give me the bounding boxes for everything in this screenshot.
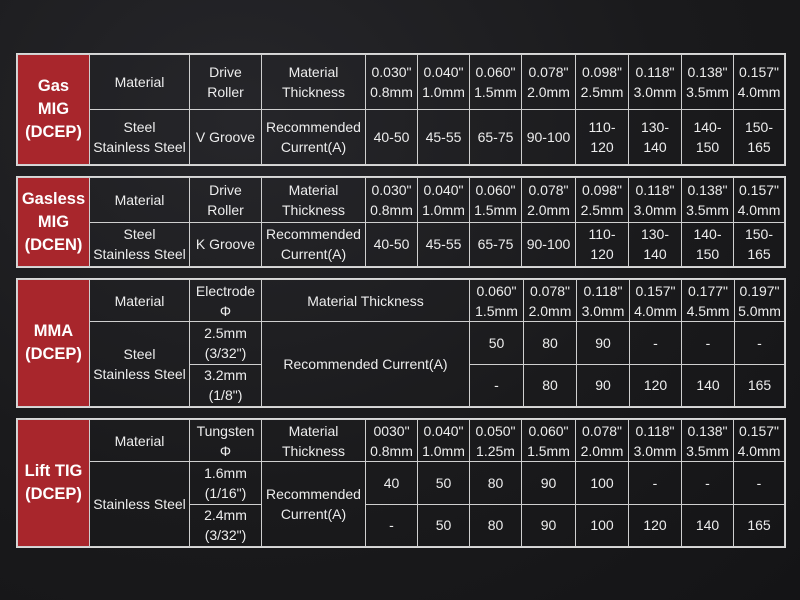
current-cell: 100 <box>576 462 629 505</box>
thickness-cell: 0.118" 3.0mm <box>629 178 682 223</box>
current-cell: 90-100 <box>522 222 576 267</box>
mma-panel <box>16 278 786 408</box>
thickness-cell: 0.118" 3.0mm <box>629 55 682 110</box>
thickness-cell: 0.060" 1.5mm <box>522 420 576 462</box>
current-cell: - <box>629 462 682 505</box>
current-cell: 65-75 <box>470 110 522 165</box>
material-value: Steel Stainless Steel <box>90 110 190 165</box>
current-cell: 150- 165 <box>734 110 785 165</box>
current-cell: 90 <box>577 364 630 407</box>
current-cell: - <box>682 462 734 505</box>
mma-table <box>17 279 785 407</box>
mode-label: Gas MIG (DCEP) <box>18 55 90 165</box>
gas-mig-panel <box>16 53 786 166</box>
drive-roller-value: V Groove <box>190 110 262 165</box>
thickness-cell: 0.157" 4.0mm <box>734 178 785 223</box>
material-header: Material <box>90 178 190 223</box>
electrode-value: 3.2mm (1/8") <box>190 364 262 407</box>
current-header: Recommended Current(A) <box>262 110 366 165</box>
thickness-header: Material Thickness <box>262 55 366 110</box>
mode-label: Gasless MIG (DCEN) <box>18 178 90 267</box>
thickness-cell: 0030" 0.8mm <box>366 420 418 462</box>
current-cell: - <box>366 504 418 547</box>
material-header: Material <box>90 55 190 110</box>
current-cell: - <box>735 322 785 365</box>
material-value: Steel Stainless Steel <box>90 222 190 267</box>
gasless-mig-panel <box>16 176 786 268</box>
current-header: Recommended Current(A) <box>262 462 366 547</box>
mode-label: Lift TIG (DCEP) <box>18 420 90 547</box>
current-cell: 80 <box>524 364 577 407</box>
thickness-cell: 0.138" 3.5mm <box>682 420 734 462</box>
current-cell: 130- 140 <box>629 222 682 267</box>
current-cell: 110- 120 <box>576 222 629 267</box>
drive-roller-header: Drive Roller <box>190 178 262 223</box>
current-cell: 65-75 <box>470 222 522 267</box>
current-cell: 150- 165 <box>734 222 785 267</box>
thickness-cell: 0.060" 1.5mm <box>470 55 522 110</box>
material-header: Material <box>90 420 190 462</box>
current-cell: 80 <box>524 322 577 365</box>
current-cell: 90 <box>522 504 576 547</box>
current-cell: 140 <box>682 364 735 407</box>
current-cell: 140- 150 <box>682 110 734 165</box>
electrode-value: 2.5mm (3/32") <box>190 322 262 365</box>
mode-label: MMA (DCEP) <box>18 280 90 407</box>
thickness-header: Material Thickness <box>262 280 470 322</box>
thickness-cell: 0.040" 1.0mm <box>418 55 470 110</box>
current-cell: 50 <box>470 322 524 365</box>
current-cell: 80 <box>470 462 522 505</box>
current-cell: 90-100 <box>522 110 576 165</box>
thickness-cell: 0.138" 3.5mm <box>682 178 734 223</box>
current-cell: 100 <box>576 504 629 547</box>
gasless-mig-table <box>17 177 785 267</box>
thickness-cell: 0.030" 0.8mm <box>366 55 418 110</box>
gas-mig-table <box>17 54 785 165</box>
current-cell: 90 <box>577 322 630 365</box>
thickness-cell: 0.078" 2.0mm <box>576 420 629 462</box>
current-cell: 140 <box>682 504 734 547</box>
thickness-cell: 0.040" 1.0mm <box>418 420 470 462</box>
current-cell: 165 <box>735 364 785 407</box>
table-row <box>18 322 785 365</box>
current-cell: - <box>734 462 785 505</box>
table-row <box>18 222 785 267</box>
thickness-cell: 0.098" 2.5mm <box>576 178 629 223</box>
thickness-cell: 0.118" 3.0mm <box>577 280 630 322</box>
current-cell: - <box>682 322 735 365</box>
thickness-cell: 0.078" 2.0mm <box>524 280 577 322</box>
current-cell: 50 <box>418 462 470 505</box>
drive-roller-header: Drive Roller <box>190 55 262 110</box>
thickness-cell: 0.157" 4.0mm <box>630 280 682 322</box>
lift-tig-panel <box>16 418 786 548</box>
thickness-header: Material Thickness <box>262 420 366 462</box>
current-cell: 130- 140 <box>629 110 682 165</box>
current-cell: - <box>630 322 682 365</box>
current-cell: 90 <box>522 462 576 505</box>
electrode-header: Electrode Φ <box>190 280 262 322</box>
material-header: Material <box>90 280 190 322</box>
table-row <box>18 178 785 223</box>
current-cell: 165 <box>734 504 785 547</box>
current-header: Recommended Current(A) <box>262 322 470 407</box>
current-cell: 120 <box>630 364 682 407</box>
current-cell: 50 <box>418 504 470 547</box>
thickness-header: Material Thickness <box>262 178 366 223</box>
thickness-cell: 0.157" 4.0mm <box>734 55 785 110</box>
thickness-cell: 0.177" 4.5mm <box>682 280 735 322</box>
tungsten-value: 1.6mm (1/16") <box>190 462 262 505</box>
thickness-cell: 0.098" 2.5mm <box>576 55 629 110</box>
thickness-cell: 0.040" 1.0mm <box>418 178 470 223</box>
current-cell: 110- 120 <box>576 110 629 165</box>
thickness-cell: 0.197" 5.0mm <box>735 280 785 322</box>
material-value: Stainless Steel <box>90 462 190 547</box>
current-cell: - <box>470 364 524 407</box>
thickness-cell: 0.060" 1.5mm <box>470 178 522 223</box>
current-cell: 45-55 <box>418 110 470 165</box>
current-cell: 40-50 <box>366 222 418 267</box>
thickness-cell: 0.157" 4.0mm <box>734 420 785 462</box>
table-row <box>18 110 785 165</box>
tungsten-header: Tungsten Φ <box>190 420 262 462</box>
thickness-cell: 0.050" 1.25m <box>470 420 522 462</box>
table-row <box>18 420 785 462</box>
table-row <box>18 280 785 322</box>
current-cell: 80 <box>470 504 522 547</box>
current-cell: 40 <box>366 462 418 505</box>
tungsten-value: 2.4mm (3/32") <box>190 504 262 547</box>
table-row <box>18 55 785 110</box>
current-cell: 120 <box>629 504 682 547</box>
current-cell: 45-55 <box>418 222 470 267</box>
thickness-cell: 0.138" 3.5mm <box>682 55 734 110</box>
lift-tig-table <box>17 419 785 547</box>
table-row <box>18 462 785 505</box>
drive-roller-value: K Groove <box>190 222 262 267</box>
thickness-cell: 0.078" 2.0mm <box>522 55 576 110</box>
current-cell: 140- 150 <box>682 222 734 267</box>
material-value: Steel Stainless Steel <box>90 322 190 407</box>
current-header: Recommended Current(A) <box>262 222 366 267</box>
thickness-cell: 0.118" 3.0mm <box>629 420 682 462</box>
current-cell: 40-50 <box>366 110 418 165</box>
thickness-cell: 0.078" 2.0mm <box>522 178 576 223</box>
thickness-cell: 0.030" 0.8mm <box>366 178 418 223</box>
thickness-cell: 0.060" 1.5mm <box>470 280 524 322</box>
